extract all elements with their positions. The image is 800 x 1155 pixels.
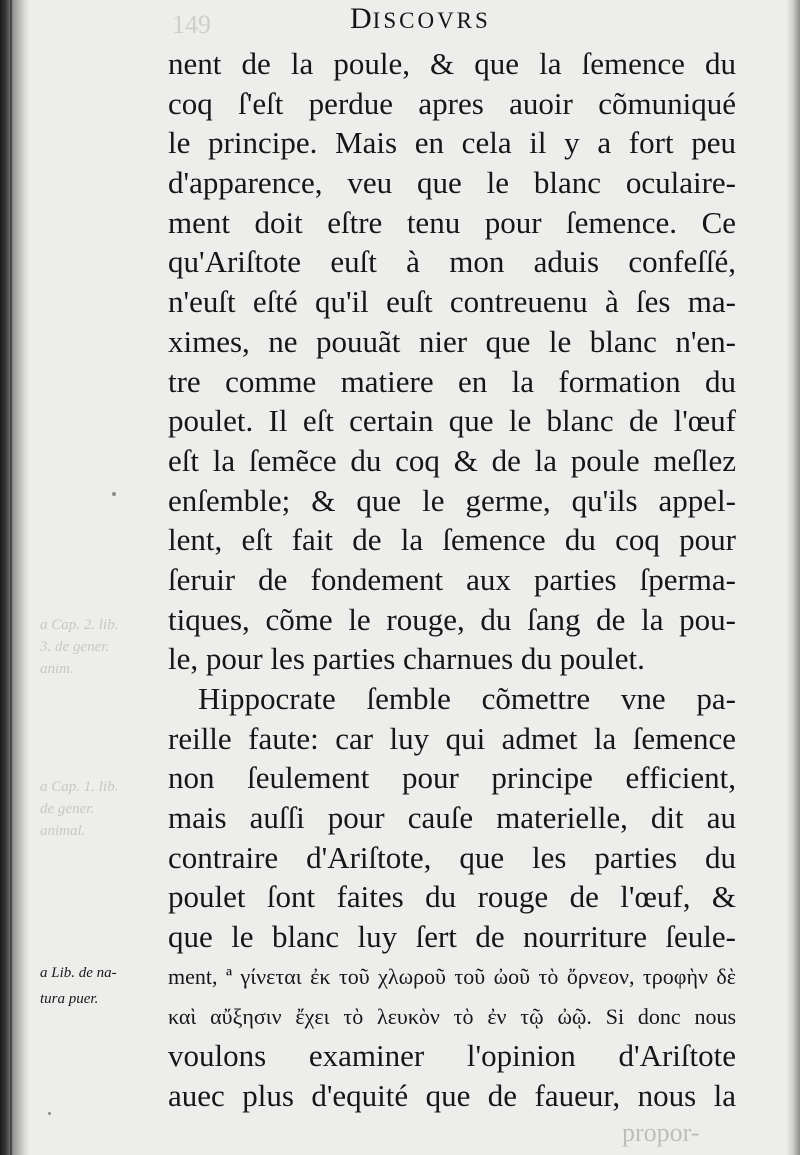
text-line: contraire d'Ariſtote, que les parties du: [168, 839, 736, 875]
text-line: ment doit eſtre tenu pour ſemence. Ce: [168, 204, 736, 240]
text-line: ſeruir de fondement aux parties ſperma-: [168, 561, 736, 597]
text-line: poulet. Il eſt certain que le blanc de l'œuf: [168, 403, 736, 439]
text-line: mais auſſi pour cauſe materielle, dit au: [168, 800, 736, 836]
text-line: enſemble; & que le germe, qu'ils appel-: [168, 482, 736, 518]
text-line: lent, eſt fait de la ſemence du coq pour: [168, 522, 736, 558]
running-head: [350, 2, 491, 36]
paragraph-end-line: le, pour les parties charnues du poulet.: [168, 641, 645, 677]
page-right-edge-shadow: [786, 0, 800, 1155]
binding-gutter: [0, 0, 30, 1155]
text-line: le principe. Mais en cela il y a fort peu: [168, 125, 736, 161]
text-line: qu'Ariſtote euſt à mon aduis confeſſé,: [168, 244, 736, 280]
bleed-through-line: a Cap. 2. lib.: [40, 617, 119, 633]
text-line: voulons examiner l'opinion d'Ariſtote: [168, 1038, 736, 1074]
paper-speck: [112, 492, 116, 496]
text-line: coq ſ'eſt perdue apres auoir cõmuniqué: [168, 85, 736, 121]
marginal-note: [40, 960, 160, 1012]
text-line: tiques, cõme le rouge, du ſang de la pou-: [168, 601, 736, 637]
bleed-through-marginal-note: [40, 614, 118, 680]
text-line: reille faute: car luy qui admet la ſemence: [168, 720, 736, 756]
marginal-note-line: a Lib. de na-: [40, 965, 117, 981]
text-line: ximes, ne pouuãt nier que le blanc n'en-: [168, 323, 736, 359]
greek-quotation-line: καὶ αὔξησιν ἔχει τὸ λευκὸν τὸ ἐν τῷ ὠῷ. Si donc nous: [168, 1003, 736, 1029]
bleed-through-line: a Cap. 1. lib.: [40, 779, 119, 795]
text-line: tre comme matiere en la formation du: [168, 363, 736, 399]
paragraph-start-line: Hippocrate ſemble cõmettre vne pa-: [198, 681, 736, 716]
text-line: poulet ſont faites du rouge de l'œuf, &: [168, 879, 736, 915]
marginal-note-line: tura puer.: [40, 991, 99, 1007]
bleed-through-page-number: 149: [172, 10, 211, 39]
text-line: d'apparence, veu que le blanc oculaire-: [168, 165, 736, 201]
greek-quotation-line: ment, ª γίνεται ἐκ τοῦ χλωροῦ τοῦ ὠοῦ τὸ ὄρνεον, τροφὴν δὲ: [168, 963, 736, 989]
text-line: que le blanc luy ſert de nourriture ſeule-: [168, 919, 736, 955]
text-line: n'euſt eſté qu'il euſt contreuenu à ſes ma-: [168, 284, 736, 320]
bleed-through-line: 3. de gener.: [40, 639, 110, 655]
text-line: auec plus d'equité que de faueur, nous la: [168, 1077, 736, 1113]
running-head-initial: D: [350, 2, 373, 35]
text-line: eſt la ſemẽce du coq & de la poule meſlez: [168, 442, 736, 478]
paper-speck: [48, 1112, 51, 1115]
text-line: non ſeulement pour principe efficient,: [168, 760, 736, 796]
bleed-through-line: anim.: [40, 661, 74, 677]
bleed-through-marginal-note: [40, 776, 118, 842]
body-text: [168, 44, 736, 1116]
running-head-rest: ISCOVRS: [372, 8, 491, 33]
binding-edge-line: [10, 0, 12, 1155]
bleed-through-line: animal.: [40, 823, 86, 839]
bleed-through-line: de gener.: [40, 801, 95, 817]
bleed-through-catchword: propor-: [622, 1118, 700, 1147]
text-line: nent de la poule, & que la ſemence du: [168, 46, 736, 81]
